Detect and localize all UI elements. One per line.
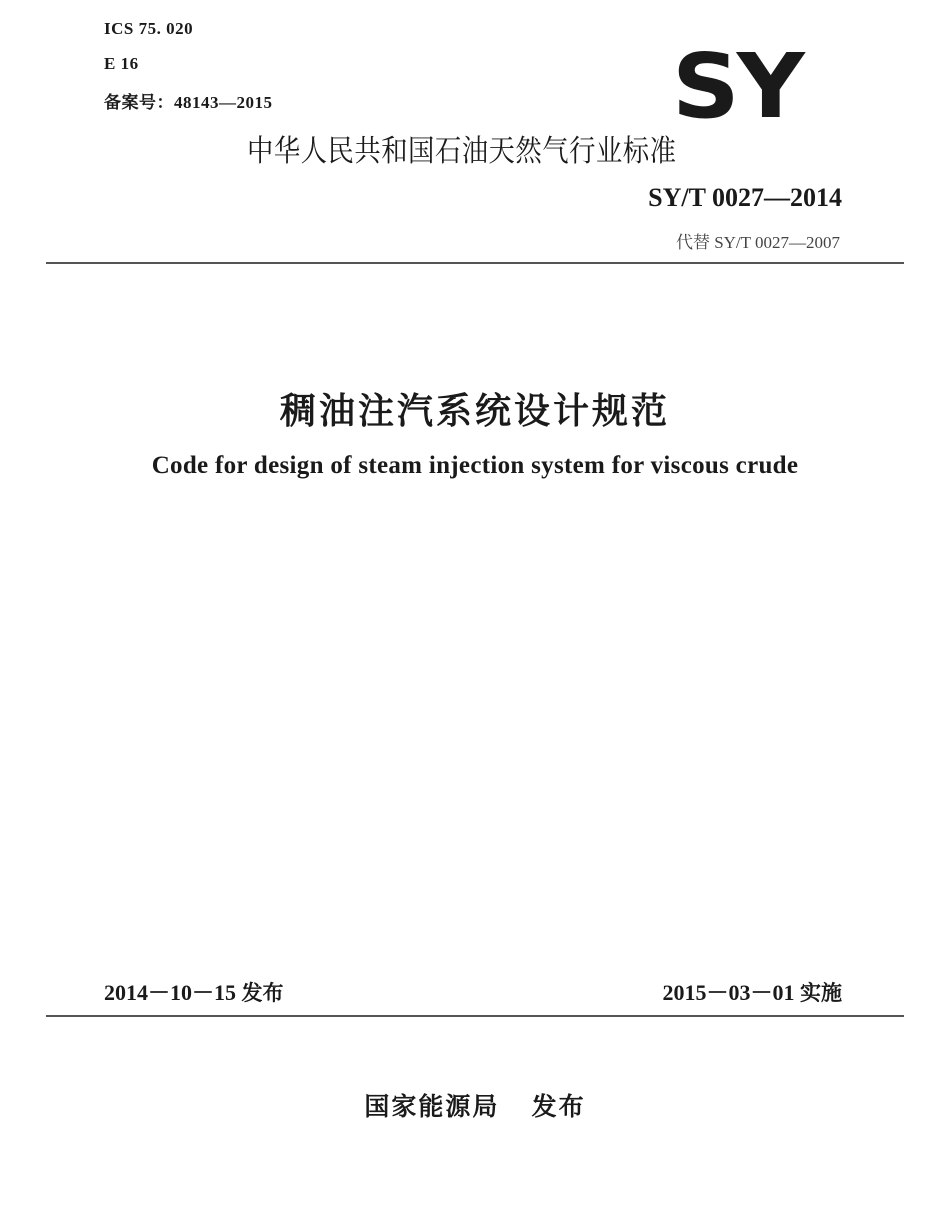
ccs-code: E 16 [104,54,139,73]
document-title-chinese: 稠油注汽系统设计规范 [279,391,670,432]
bottom-divider [46,1015,904,1017]
issue-date: 2014－10－15 [104,980,237,1005]
issue-label: 发布 [241,981,284,1005]
publisher-action: 发布 [531,1092,586,1121]
industry-standard-title: 中华人民共和国石油天然气行业标准 [247,134,677,169]
filing-number: 备案号：48143—2015 [104,93,273,112]
ics-code: ICS 75. 020 [104,19,194,38]
top-divider [46,262,904,264]
replaces-note: 代替 SY/T 0027—2007 [675,233,840,252]
document-title-english: Code for design of steam injection system for viscous crude [151,452,799,479]
implementation-date: 2015－03－01 [662,980,795,1005]
implementation-date-line [662,976,842,1007]
issue-date-line [104,976,284,1007]
sy-logo: SY [672,35,802,139]
standard-code: SY/T 0027—2014 [648,183,842,212]
publisher-line [0,1087,950,1123]
implementation-label: 实施 [800,981,842,1005]
publisher-name: 国家能源局 [364,1092,500,1121]
